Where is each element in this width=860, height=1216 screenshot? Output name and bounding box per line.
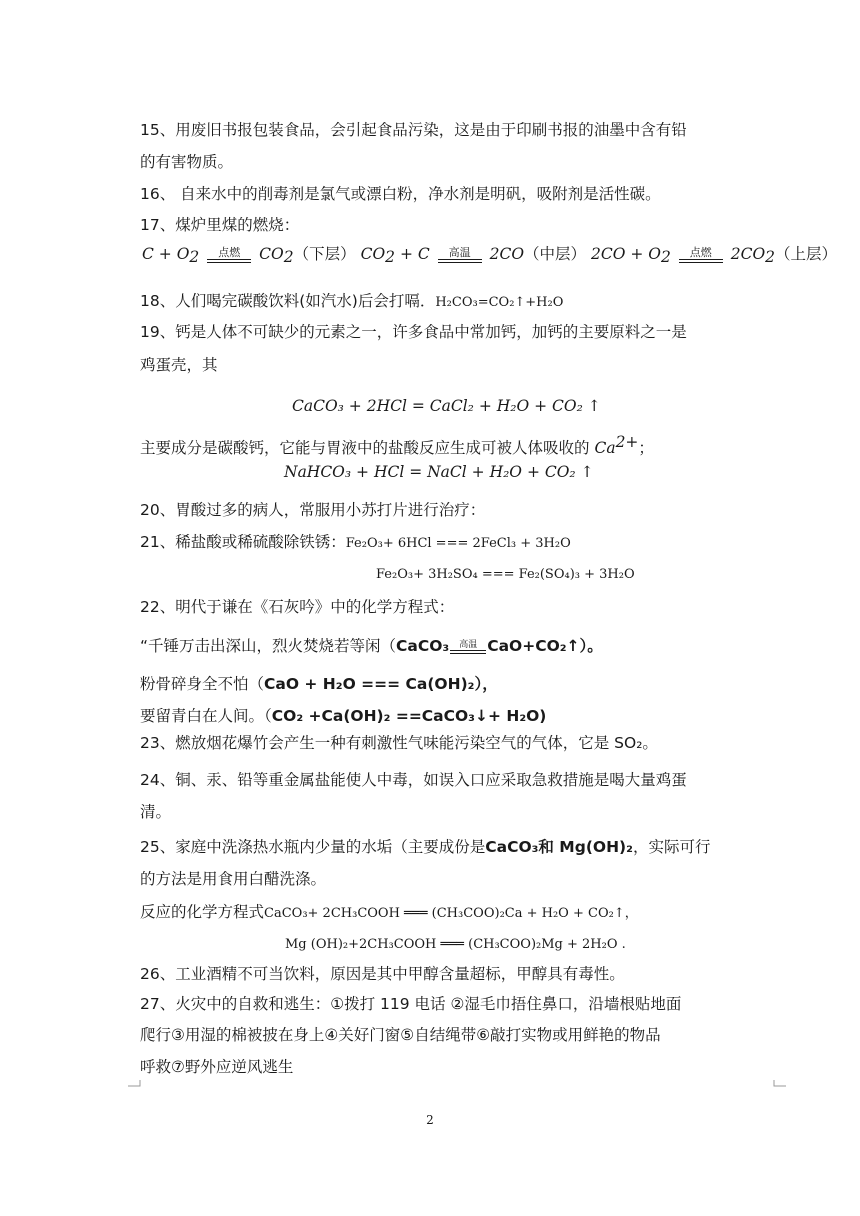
page-number: 2 [426,1113,434,1127]
eq17-r1-left: C + O [142,245,190,263]
eq17-r1-layer: （下层） [293,245,356,263]
equation-21b: Fe₂O₃+ 3H₂SO₄ === Fe₂(SO₄)₃ + 3H₂O [376,567,635,582]
line-17: 17、煤炉里煤的燃烧： [140,216,300,234]
line-21-text: 21、稀盐酸或稀硫酸除铁锈： [140,533,346,551]
calcium-charge: 2+ [615,433,639,451]
eq17-r1-condition: 点燃 [207,247,251,263]
line-25b: 的方法是用食用白醋洗涤。 [140,870,327,888]
equation-17: C + O2 点燃 CO2（下层） CO2 + C 高温 2CO（中层） 2CO + O2 点燃 2CO2（上层） [142,245,838,266]
line-15a: 15、用废旧书报包装食品，会引起食品污染，这是由于印刷书报的油墨中含有铅 [140,121,687,139]
equation-19: CaCO₃ + 2HCl = CaCl₂ + H₂O + CO₂ ↑ [292,397,601,415]
calcium-ion: Ca [594,439,616,457]
eq22a-right: CaO+CO₂↑）。 [487,637,603,655]
line-19a: 19、钙是人体不可缺少的元素之一，许多食品中常加钙，加钙的主要原料之一是 [140,323,687,341]
line-27a: 27、火灾中的自救和逃生：①拨打 119 电话 ②湿毛巾捂住鼻口，沿墙根贴地面 [140,995,682,1013]
eq17-r3-left: 2CO + O [591,245,661,263]
line-22b-text: 粉骨碎身全不怕（ [140,675,265,693]
margin-corner-right [772,1080,786,1090]
line-25a-text: 25、家庭中洗涤热水瓶内少量的水垢（主要成份是 [140,838,486,856]
line-23: 23、燃放烟花爆竹会产生一种有刺激性气味能污染空气的气体，它是 SO₂。 [140,734,658,752]
eq22a-left: CaCO₃ [396,637,450,655]
equation-22b: CaO + H₂O === Ca(OH)₂）， [264,675,498,693]
eq17-r2-left: CO [360,245,386,263]
eq17-r3-condition: 点燃 [679,247,723,263]
line-25c [140,902,638,924]
line-19b: 鸡蛋壳，其 [140,356,218,374]
eq17-r2-condition: 高温 [438,247,482,263]
line-20: 20、胃酸过多的病人，常服用小苏打片进行治疗： [140,501,486,519]
equation-25d: Mg (OH)₂+2CH₃COOH ═══ (CH₃COO)₂Mg + 2H₂O . [285,937,626,952]
line-27c: 呼救⑦野外应逆风逃生 [140,1058,294,1076]
line-22b [140,674,498,694]
equation-19b: NaHCO₃ + HCl = NaCl + H₂O + CO₂ ↑ [284,463,594,481]
line-26: 26、工业酒精不可当饮料，原因是其中甲醇含量超标，甲醇具有毒性。 [140,965,625,983]
equation-21a: Fe₂O₃+ 6HCl === 2FeCl₃ + 3H₂O [345,536,571,551]
equation-25-formula: CaCO₃和 Mg(OH)₂ [485,838,633,856]
line-16: 16、 自来水中的削毒剂是氯气或漂白粉，净水剂是明矾，吸附剂是活性碳。 [140,185,661,203]
eq17-r2-right: 2CO [489,245,525,263]
eq17-r3-layer: （上层） [775,245,838,263]
equation-22c: CO₂ +Ca(OH)₂ ==CaCO₃↓+ H₂O) [271,707,547,725]
eq17-r2-mid: + C [395,245,430,263]
line-15b: 的有害物质。 [140,153,234,171]
line-19c: 主要成分是碳酸钙，它能与胃液中的盐酸反应生成可被人体吸收的 Ca2+； [140,433,654,457]
line-18-text: 18、人们喝完碳酸饮料(如汽水)后会打嗝． [140,292,436,310]
line-18 [140,291,563,313]
line-19c-text: 主要成分是碳酸钙，它能与胃液中的盐酸反应生成可被人体吸收的 [140,439,590,457]
line-22: 22、明代于谦在《石灰吟》中的化学方程式： [140,598,455,616]
equation-25c: CaCO₃+ 2CH₃COOH ═══ (CH₃COO)₂Ca + H₂O + CO₂↑， [264,906,638,921]
line-22a [140,636,603,656]
line-25c-text: 反应的化学方程式 [140,903,265,921]
line-22c-text: 要留青白在人间。（ [140,707,272,725]
line-24a: 24、铜、汞、铅等重金属盐能使人中毒，如误入口应采取急救措施是喝大量鸡蛋 [140,771,687,789]
eq17-r2-layer: （中层） [524,245,587,263]
equation-18: H₂CO₃=CO₂↑+H₂O [435,295,564,310]
line-22a-text: “千锤万击出深山，烈火焚烧若等闲（ [140,637,397,655]
eq17-sub: 2 [189,248,200,266]
line-21 [140,532,571,554]
eq17-r1-right: CO [259,245,284,263]
line-25a [140,837,710,857]
line-27b: 爬行③用湿的棉被披在身上④关好门窗⑤自结绳带⑥敲打实物或用鲜艳的物品 [140,1026,661,1044]
eq17-r3-right: 2CO [730,245,766,263]
line-25a-tail: ，实际可行 [632,838,711,856]
margin-corner-left [128,1080,142,1090]
line-22c [140,706,546,726]
line-24b: 清。 [140,803,172,821]
eq22a-condition: 高温 [450,640,486,654]
